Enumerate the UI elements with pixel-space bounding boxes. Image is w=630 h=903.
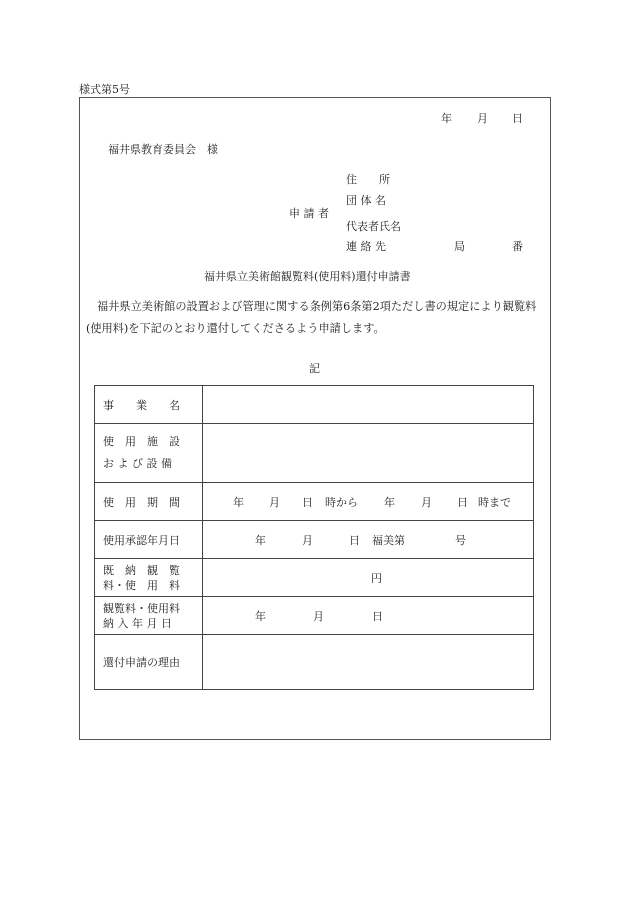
approval-prefix: 福美第 xyxy=(372,533,405,547)
approval-date-label: 使用承認年月日 xyxy=(95,521,203,559)
payment-day: 日 xyxy=(372,609,383,623)
date-year-label: 年 xyxy=(441,112,452,125)
approval-day: 日 xyxy=(349,533,360,547)
facility-label xyxy=(95,424,203,483)
applicant-number-label: 番 xyxy=(512,240,523,253)
period-day2: 日 xyxy=(457,495,468,509)
period-from: 時から xyxy=(325,495,358,509)
paid-fee-unit: 円 xyxy=(371,571,382,585)
table-row xyxy=(95,424,534,483)
approval-date-field[interactable] xyxy=(203,521,534,559)
applicant-rep-label: 代表者氏名 xyxy=(346,220,401,233)
form-number: 様式第5号 xyxy=(79,83,130,96)
facility-label-line2: お よ び 設 備 xyxy=(103,457,172,470)
table-row xyxy=(95,559,534,597)
period-month2: 月 xyxy=(421,495,432,509)
date-day-label: 日 xyxy=(512,112,523,125)
paid-fee-label xyxy=(95,559,203,597)
body-paragraph xyxy=(86,296,546,340)
period-field[interactable] xyxy=(203,483,534,521)
body-text: 福井県立美術館の設置および管理に関する条例第6条第2項ただし書の規定により観覧料(使用料)を下記のとおり還付してくださるよう申請します。 xyxy=(86,300,537,335)
applicant-address-label: 住 所 xyxy=(346,173,390,186)
period-year2: 年 xyxy=(384,495,395,509)
period-to: 時まで xyxy=(478,495,511,509)
table-row xyxy=(95,597,534,635)
approval-year: 年 xyxy=(255,533,266,547)
facility-field[interactable] xyxy=(203,424,534,483)
payment-date-label-line2: 納 入 年 月 日 xyxy=(103,616,172,630)
applicant-contact-label: 連 絡 先 xyxy=(346,240,386,253)
refund-reason-field[interactable] xyxy=(203,635,534,690)
business-name-field[interactable] xyxy=(203,386,534,424)
payment-date-label xyxy=(95,597,203,635)
payment-month: 月 xyxy=(313,609,324,623)
refund-reason-label: 還付申請の理由 xyxy=(95,635,203,690)
approval-month: 月 xyxy=(302,533,313,547)
detail-table xyxy=(94,385,534,690)
applicant-group-label: 団 体 名 xyxy=(346,194,386,207)
table-row xyxy=(95,521,534,559)
payment-date-label-line1: 観覧料・使用料 xyxy=(103,601,180,615)
paid-fee-field[interactable] xyxy=(203,559,534,597)
date-month-label: 月 xyxy=(477,112,488,125)
paid-fee-label-line2: 料・使 用 料 xyxy=(103,578,180,592)
payment-year: 年 xyxy=(255,609,266,623)
facility-label-line1: 使 用 施 設 xyxy=(103,435,180,448)
approval-suffix: 号 xyxy=(455,533,466,547)
period-day1: 日 xyxy=(302,495,313,509)
table-row xyxy=(95,386,534,424)
paid-fee-label-line1: 既 納 観 覧 xyxy=(103,563,180,577)
business-name-label: 事 業 名 xyxy=(95,386,203,424)
period-month1: 月 xyxy=(269,495,280,509)
addressee: 福井県教育委員会 様 xyxy=(108,143,218,156)
payment-date-field[interactable] xyxy=(203,597,534,635)
ki-label: 記 xyxy=(309,362,320,375)
form-title: 福井県立美術館観覧料(使用料)還付申請書 xyxy=(204,270,411,283)
table-row xyxy=(95,635,534,690)
applicant-label: 申 請 者 xyxy=(289,207,329,220)
period-year1: 年 xyxy=(233,495,244,509)
applicant-exchange-label: 局 xyxy=(454,240,465,253)
period-label: 使 用 期 間 xyxy=(95,483,203,521)
table-row xyxy=(95,483,534,521)
